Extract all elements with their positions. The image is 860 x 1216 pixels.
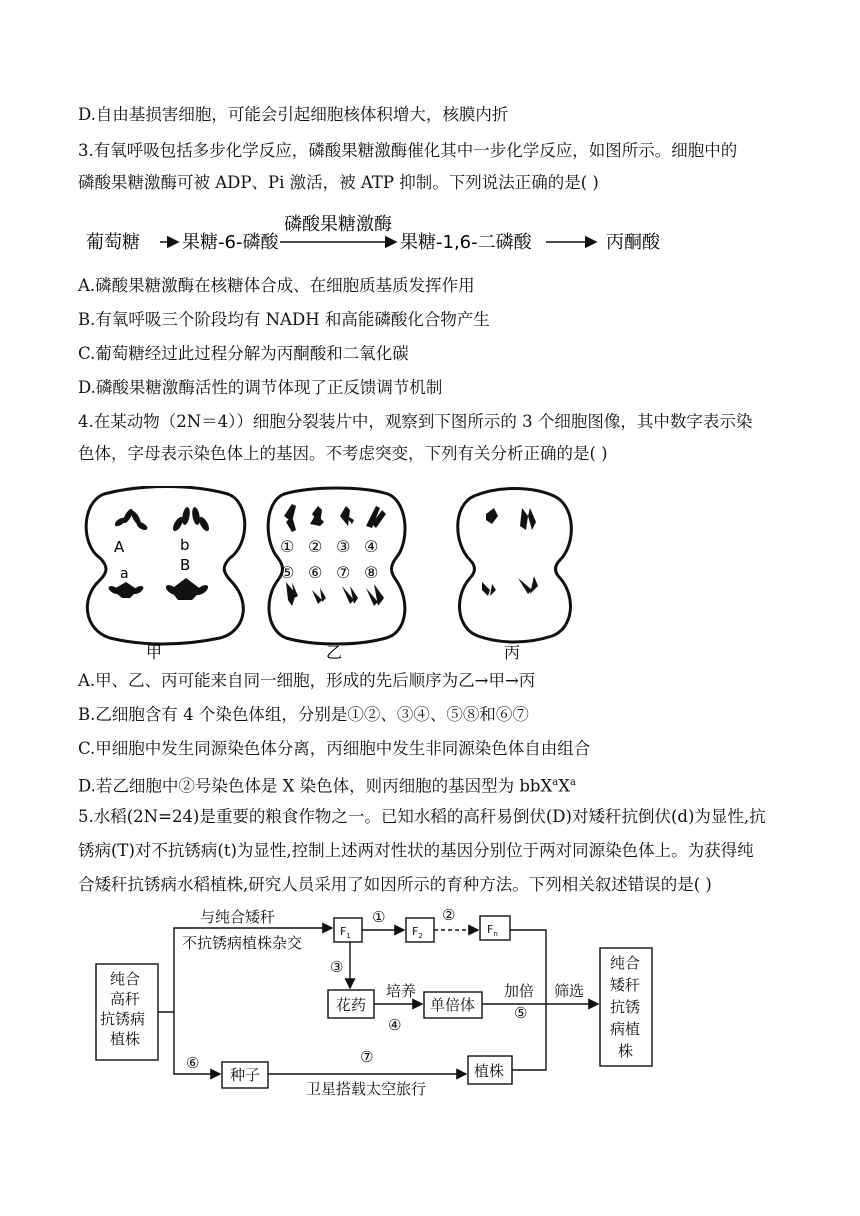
q4-stem-line2: 色体，字母表示染色体上的基因。不考虑突变，下列有关分析正确的是( ) [78, 444, 608, 463]
seed-box: 种子 [230, 1066, 261, 1084]
pathway-glucose: 葡萄糖 [86, 232, 140, 253]
q3-option-d: D.磷酸果糖激酶活性的调节体现了正反馈调节机制 [78, 378, 443, 397]
q3-pathway-diagram [80, 208, 700, 264]
step-3: ③ [330, 958, 344, 976]
step-1: ① [372, 908, 386, 926]
gene-b: b [180, 536, 190, 554]
cell-yi-label: 乙 [326, 643, 343, 662]
start-line1: 纯合 [110, 970, 141, 988]
end-line3: 抗锈 [610, 998, 641, 1016]
q3-stem-line2: 磷酸果糖激酶可被 ADP、Pi 激活，被 ATP 抑制。下列说法正确的是( ) [78, 173, 599, 192]
q4-option-c: C.甲细胞中发生同源染色体分离，丙细胞中发生非同源染色体自由组合 [78, 739, 591, 758]
pathway-pyruvate: 丙酮酸 [606, 232, 660, 253]
cross-line1: 与纯合矮秆 [200, 908, 276, 926]
q4-option-b: B.乙细胞含有 4 个染色体组，分别是①②、③④、⑤⑧和⑥⑦ [78, 705, 529, 724]
fn-box: $F_n$ [487, 923, 498, 938]
q5-stem-line1: 5.水稻(2N=24)是重要的粮食作物之一。已知水稻的高秆易倒伏(D)对矮秆抗倒伏(d)为显性,抗 [78, 807, 766, 826]
q3-option-c: C.葡萄糖经过此过程分解为丙酮酸和二氧化碳 [78, 344, 409, 363]
end-line5: 株 [618, 1042, 634, 1060]
q2-option-d: D.自由基损害细胞，可能会引起细胞核体积增大，核膜内折 [78, 105, 509, 124]
satellite-label: 卫星搭载太空旅行 [306, 1080, 427, 1098]
q3-option-b: B.有氧呼吸三个阶段均有 NADH 和高能磷酸化合物产生 [78, 310, 490, 329]
start-line3: 抗锈病 [100, 1010, 146, 1028]
pathway-f6p: 果糖-6-磷酸 [182, 232, 279, 253]
plant-box: 植株 [474, 1062, 505, 1080]
f1-box: $F_1$ [340, 925, 351, 940]
chromosome-4: ④ [364, 537, 379, 556]
q4-option-d [78, 772, 576, 798]
gene-a: a [120, 566, 129, 582]
chromosome-8: ⑧ [364, 563, 379, 582]
anther-box: 花药 [336, 996, 367, 1014]
q4-option-d-mid: X [558, 776, 570, 796]
cell-jia-label: 甲 [146, 643, 163, 662]
haploid-box: 单倍体 [430, 996, 476, 1014]
q5-stem-line3: 合矮秆抗锈病水稻植株,研究人员采用了如因所示的育种方法。下列相关叙述错误的是( ) [78, 875, 712, 894]
q3-option-a: A.磷酸果糖激酶在核糖体合成、在细胞质基质发挥作用 [78, 276, 475, 295]
gene-A: A [114, 538, 125, 556]
cell-jia [82, 486, 252, 662]
step-6: ⑥ [186, 1054, 200, 1072]
step-4: ④ [388, 1016, 402, 1034]
q4-option-d-sup1: a [552, 777, 559, 788]
end-line2: 矮秆 [610, 976, 641, 994]
chromosome-5: ⑤ [280, 563, 295, 582]
q4-option-d-sup2: a [569, 777, 576, 788]
cell-bing [448, 486, 584, 662]
q4-stem-line1: 4.在某动物（2N＝4））细胞分裂装片中，观察到下图所示的 3 个细胞图像，其中数字表示染 [78, 412, 753, 431]
end-line1: 纯合 [610, 954, 641, 972]
chromosome-1: ① [280, 537, 295, 556]
cell-yi [262, 486, 412, 662]
start-line2: 高秆 [110, 990, 141, 1008]
cross-line2: 不抗锈病植株杂交 [182, 934, 303, 952]
q5-stem-line2: 锈病(T)对不抗锈病(t)为显性,控制上述两对性状的基因分别位于两对同源染色体上。为获得纯 [78, 841, 754, 860]
chromosome-3: ③ [336, 537, 351, 556]
gene-B: B [180, 556, 191, 574]
culture-label: 培养 [386, 982, 417, 1000]
step-7: ⑦ [360, 1048, 374, 1066]
q5-breeding-flowchart [90, 906, 670, 1102]
start-line4: 植株 [110, 1030, 141, 1048]
pathway-f16bp: 果糖-1,6-二磷酸 [400, 232, 532, 253]
screen-label: 筛选 [554, 982, 585, 1000]
q4-option-a: A.甲、乙、丙可能来自同一细胞，形成的先后顺序为乙→甲→丙 [78, 671, 536, 690]
double-label: 加倍 [504, 982, 535, 1000]
chromosome-7: ⑦ [336, 563, 351, 582]
step-2: ② [442, 906, 456, 924]
chromosome-2: ② [308, 537, 323, 556]
cell-bing-label: 丙 [504, 643, 521, 662]
chromosome-6: ⑥ [308, 563, 323, 582]
step-5: ⑤ [514, 1004, 528, 1022]
end-line4: 病植 [610, 1020, 641, 1038]
pathway-enzyme: 磷酸果糖激酶 [284, 214, 392, 235]
q4-option-d-text: D.若乙细胞中②号染色体是 X 染色体，则丙细胞的基因型为 bbX [78, 776, 553, 796]
q3-stem-line1: 3.有氧呼吸包括多步化学反应，磷酸果糖激酶催化其中一步化学反应，如图所示。细胞中的 [78, 141, 738, 160]
f2-box: $F_2$ [412, 925, 423, 940]
